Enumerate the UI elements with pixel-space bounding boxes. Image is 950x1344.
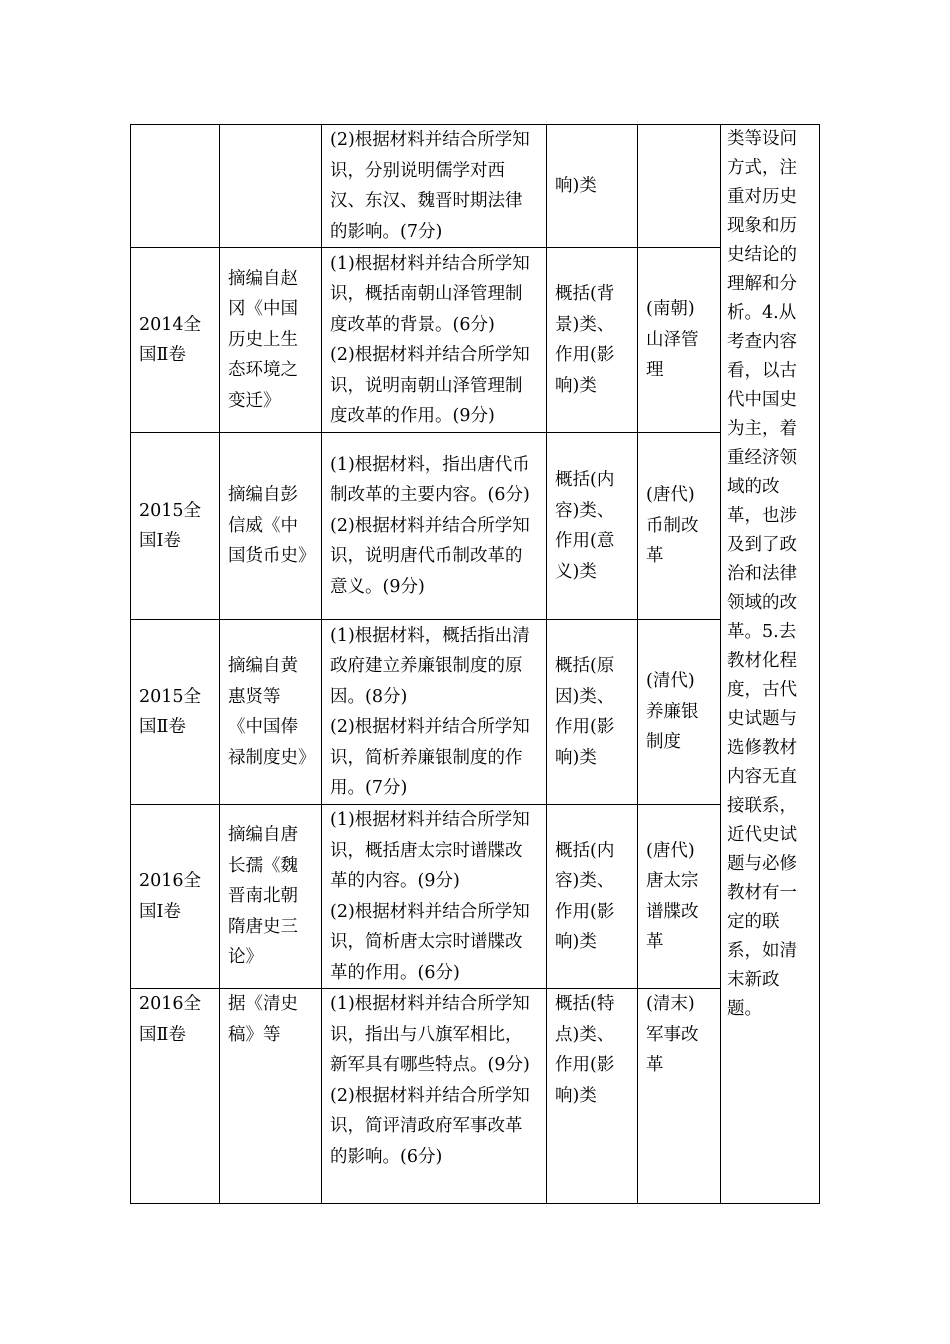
table-row (131, 989, 820, 1204)
question-text: (2)根据材料并结合所学知识，说明唐代币制改革的意义。(9分) (330, 515, 530, 597)
topic-cell: (清末)军事改革 (638, 989, 721, 1204)
table-row (131, 125, 820, 248)
question-type-cell: 概括(背景)类、作用(影响)类 (547, 248, 638, 433)
source-cell: 2014全国Ⅱ卷 (131, 248, 220, 433)
table-row (131, 433, 820, 620)
source-cell: 2016全国Ⅰ卷 (131, 805, 220, 989)
questions-cell (322, 248, 547, 433)
material-cell: 摘编自唐长孺《魏晋南北朝隋唐史三论》 (220, 805, 322, 989)
exam-analysis-table (130, 124, 820, 1204)
topic-cell: (唐代)币制改革 (638, 433, 721, 620)
questions-cell (322, 433, 547, 620)
material-cell (220, 125, 322, 248)
question-text: (2)根据材料并结合所学知识，简析唐太宗时谱牒改革的作用。(6分) (330, 901, 530, 983)
table-row (131, 248, 820, 433)
question-type-cell: 概括(原因)类、作用(影响)类 (547, 620, 638, 805)
material-cell: 摘编自彭信威《中国货币史》 (220, 433, 322, 620)
question-text: (2)根据材料并结合所学知识，简析养廉银制度的作用。(7分) (330, 717, 530, 798)
analysis-notes-cell: 类等设问方式，注重对历史现象和历史结论的理解和分析。4.从考查内容看，以古代中国史为主，着重经济领域的改革，也涉及到了政治和法律领域的改革。5.去教材化程度，古代史试题与选修教材内容无直接联系，近代史试题与必修教材有一定的联系，如清末新政题。 (721, 125, 820, 1204)
questions-cell (322, 805, 547, 989)
question-text: (2)根据材料并结合所学知识，分别说明儒学对西汉、东汉、魏晋时期法律的影响。(7分) (330, 130, 530, 242)
topic-cell: (唐代)唐太宗谱牒改革 (638, 805, 721, 989)
question-text: (1)根据材料并结合所学知识，概括唐太宗时谱牒改革的内容。(9分) (330, 810, 530, 891)
table-row (131, 620, 820, 805)
questions-cell (322, 620, 547, 805)
question-text: (2)根据材料并结合所学知识，说明南朝山泽管理制度改革的作用。(9分) (330, 345, 530, 426)
question-text: (1)根据材料，概括指出清政府建立养廉银制度的原因。(8分) (330, 625, 530, 707)
source-cell (131, 125, 220, 248)
source-cell: 2015全国Ⅰ卷 (131, 433, 220, 620)
question-type-cell: 概括(特点)类、作用(影响)类 (547, 989, 638, 1204)
topic-cell (638, 125, 721, 248)
source-cell: 2015全国Ⅱ卷 (131, 620, 220, 805)
topic-cell: (清代)养廉银制度 (638, 620, 721, 805)
question-text: (1)根据材料，指出唐代币制改革的主要内容。(6分) (330, 454, 530, 506)
material-cell: 摘编自黄惠贤等《中国俸禄制度史》 (220, 620, 322, 805)
question-text: (2)根据材料并结合所学知识，简评清政府军事改革的影响。(6分) (330, 1085, 530, 1167)
question-text: (1)根据材料并结合所学知识，指出与八旗军相比，新军具有哪些特点。(9分) (330, 994, 530, 1075)
question-type-cell: 概括(内容)类、作用(影响)类 (547, 805, 638, 989)
source-cell: 2016全国Ⅱ卷 (131, 989, 220, 1204)
topic-cell: (南朝)山泽管理 (638, 248, 721, 433)
questions-cell (322, 125, 547, 248)
material-cell: 摘编自赵冈《中国历史上生态环境之变迁》 (220, 248, 322, 433)
questions-cell (322, 989, 547, 1204)
table-row (131, 805, 820, 989)
question-type-cell: 响)类 (547, 125, 638, 248)
material-cell: 据《清史稿》等 (220, 989, 322, 1204)
question-text: (1)根据材料并结合所学知识，概括南朝山泽管理制度改革的背景。(6分) (330, 253, 530, 335)
question-type-cell: 概括(内容)类、作用(意义)类 (547, 433, 638, 620)
